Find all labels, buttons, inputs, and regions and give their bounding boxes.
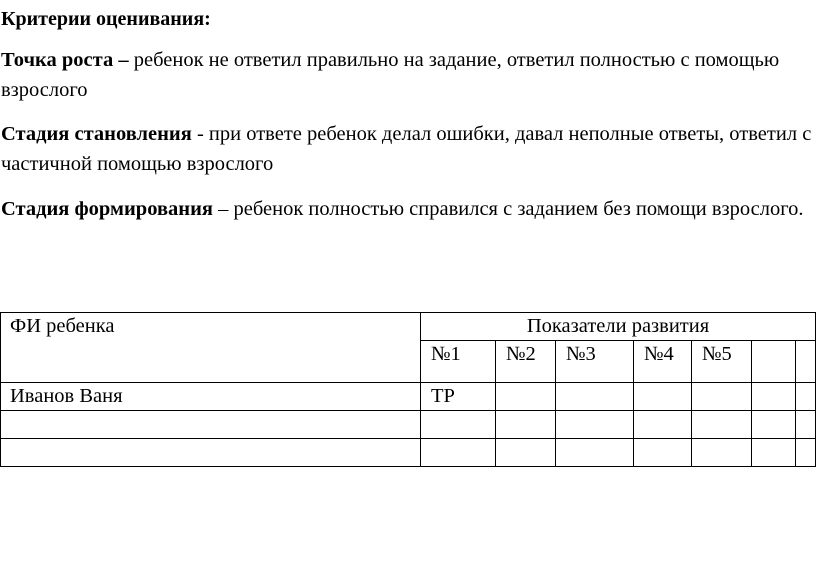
criterion-term: Стадия становления	[1, 123, 192, 145]
criterion-formation-stage	[1, 119, 813, 179]
table-header-row	[1, 313, 816, 341]
criterion-description: - при ответе ребенок делал ошибки, давал неполные ответы, ответил с частичной помощью взрослого	[1, 123, 812, 175]
indicator-value-cell	[752, 383, 796, 411]
indicator-column-header: №4	[634, 341, 692, 383]
indicator-value-cell	[421, 411, 496, 439]
criterion-term: Стадия формирования	[1, 198, 213, 220]
table-row	[1, 383, 816, 411]
table-row	[1, 411, 816, 439]
indicator-value-cell	[692, 411, 752, 439]
indicator-column-header	[796, 341, 816, 383]
indicator-value-cell	[556, 411, 634, 439]
criterion-growth-point	[1, 45, 813, 105]
criterion-term: Точка роста –	[1, 49, 129, 71]
indicator-column-header: №5	[692, 341, 752, 383]
indicator-value-cell	[634, 439, 692, 467]
name-column-header: ФИ ребенка	[1, 313, 421, 383]
indicator-value-cell	[496, 411, 556, 439]
indicator-column-header: №3	[556, 341, 634, 383]
indicator-value-cell	[556, 383, 634, 411]
indicator-value-cell	[752, 411, 796, 439]
indicators-group-header: Показатели развития	[421, 313, 816, 341]
indicator-value-cell	[496, 439, 556, 467]
indicator-value-cell	[421, 439, 496, 467]
indicator-value-cell: ТР	[421, 383, 496, 411]
indicator-value-cell	[634, 383, 692, 411]
indicator-value-cell	[692, 439, 752, 467]
indicator-value-cell	[752, 439, 796, 467]
child-name-cell: Иванов Ваня	[1, 383, 421, 411]
indicator-value-cell	[796, 439, 816, 467]
indicator-column-header	[752, 341, 796, 383]
criteria-heading: Критерии оценивания:	[1, 8, 211, 30]
indicator-value-cell	[692, 383, 752, 411]
criterion-description: ребенок не ответил правильно на задание, ответил полностью с помощью взрослого	[1, 49, 780, 101]
criterion-forming-stage	[1, 194, 813, 224]
indicator-value-cell	[496, 383, 556, 411]
child-name-cell	[1, 411, 421, 439]
criterion-description: – ребенок полностью справился с заданием без помощи взрослого.	[212, 198, 804, 220]
indicator-value-cell	[796, 411, 816, 439]
development-indicators-table	[0, 312, 816, 467]
child-name-cell	[1, 439, 421, 467]
indicator-value-cell	[796, 383, 816, 411]
indicator-value-cell	[634, 411, 692, 439]
indicator-column-header: №2	[496, 341, 556, 383]
table-row	[1, 439, 816, 467]
indicator-value-cell	[556, 439, 634, 467]
indicator-column-header: №1	[421, 341, 496, 383]
